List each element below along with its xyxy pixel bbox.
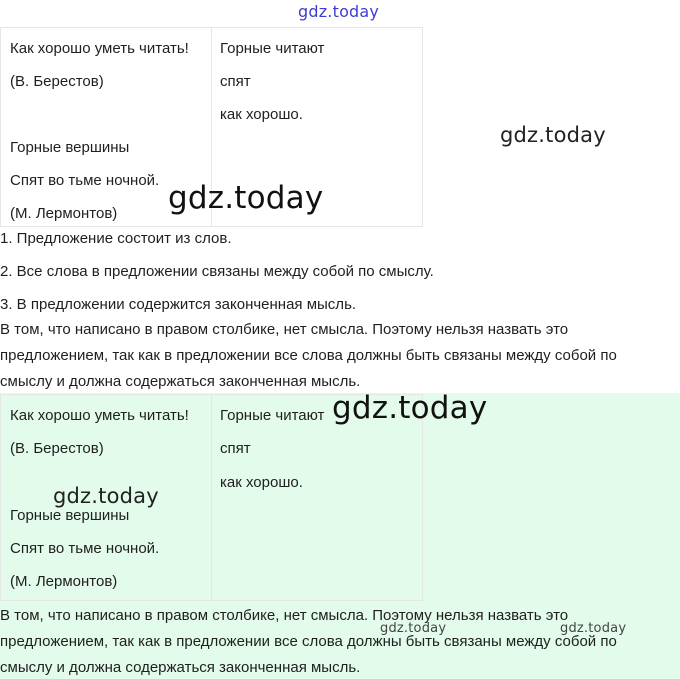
- word-line: спят: [220, 73, 251, 90]
- poem-author: (М. Лермонтов): [10, 205, 118, 222]
- watermark: gdz.today: [500, 123, 606, 147]
- poem-line: Как хорошо уметь читать!: [10, 40, 189, 57]
- poem-line: Горные вершины: [10, 507, 130, 524]
- fact-3: 3. В предложении содержится законченная мысль.: [0, 296, 357, 313]
- word-line: Горные читают: [220, 407, 325, 424]
- explanation-line: предложением, так как в предложении все слова должны быть связаны между собой по: [0, 347, 617, 364]
- watermark: gdz.today: [332, 390, 488, 426]
- explanation-line: В том, что написано в правом столбике, нет смысла. Поэтому нельзя назвать это: [0, 607, 569, 624]
- fact-1: 1. Предложение состоит из слов.: [0, 230, 232, 247]
- explanation-line: предложением, так как в предложении все слова должны быть связаны между собой по: [0, 633, 617, 650]
- watermark: gdz.today: [298, 2, 380, 21]
- word-line: как хорошо.: [220, 106, 303, 123]
- poem-author: (М. Лермонтов): [10, 573, 118, 590]
- watermark: gdz.today: [53, 484, 159, 508]
- poem-line: Как хорошо уметь читать!: [10, 407, 189, 424]
- fact-2: 2. Все слова в предложении связаны между собой по смыслу.: [0, 263, 434, 280]
- explanation-line: В том, что написано в правом столбике, нет смысла. Поэтому нельзя назвать это: [0, 321, 569, 338]
- watermark: gdz.today: [380, 621, 447, 636]
- watermark: gdz.today: [560, 621, 627, 636]
- poem-line: Горные вершины: [10, 139, 130, 156]
- poem-line: Спят во тьме ночной.: [10, 172, 160, 189]
- watermark: gdz.today: [168, 180, 324, 216]
- explanation-line: смыслу и должна содержаться законченная мысль.: [0, 373, 361, 390]
- word-line: Горные читают: [220, 40, 325, 57]
- poem-author: (В. Берестов): [10, 440, 104, 457]
- explanation-line: смыслу и должна содержаться законченная мысль.: [0, 659, 361, 676]
- poem-author: (В. Берестов): [10, 73, 104, 90]
- word-line: спят: [220, 440, 251, 457]
- poem-line: Спят во тьме ночной.: [10, 540, 160, 557]
- word-line: как хорошо.: [220, 474, 303, 491]
